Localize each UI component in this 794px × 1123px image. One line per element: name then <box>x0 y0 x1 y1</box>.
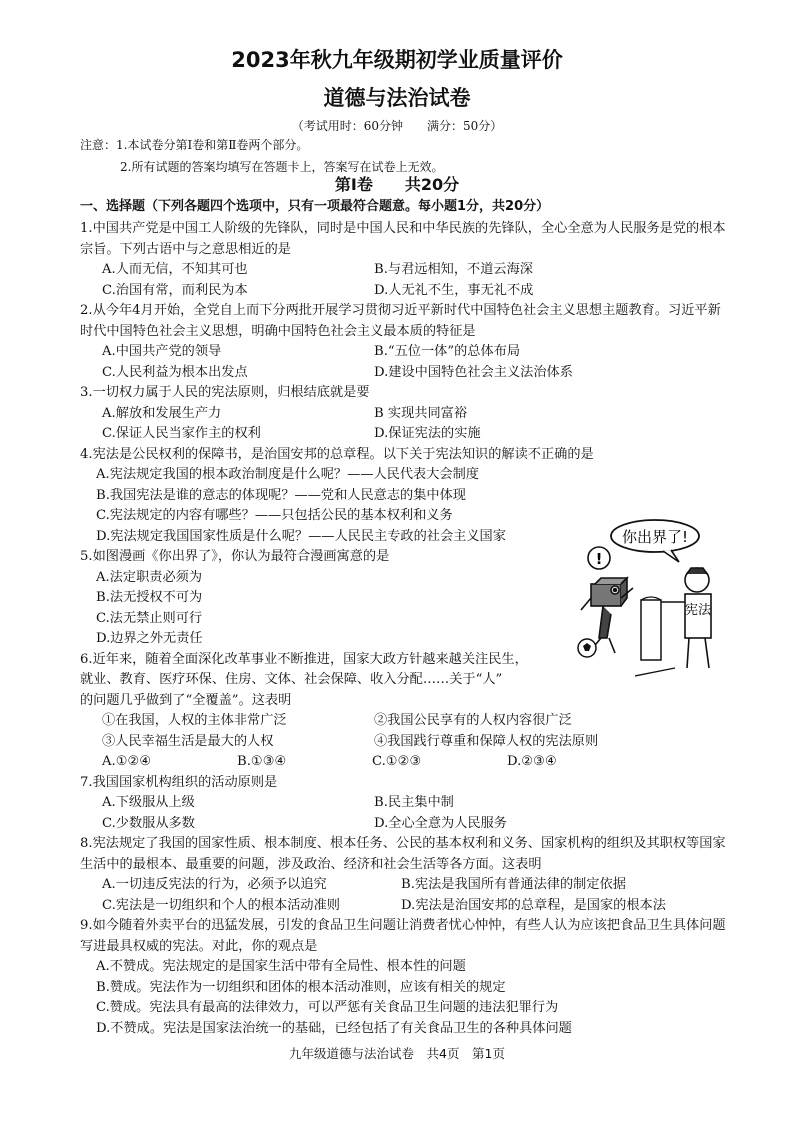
question-stem: 9.如今随着外卖平台的迅猛发展，引发的食品卫生问题让消费者忧心忡忡，有些人认为应该把食品卫生具体问题写进最具权威的宪法。对此，你的观点是 <box>80 918 726 954</box>
option-row <box>80 363 730 384</box>
referee-figure <box>655 568 711 668</box>
option-c: C.宪法是一切组织和个人的根本活动准则 <box>102 897 340 913</box>
statement-4: ④我国践行尊重和保障人权的宪法原则 <box>374 733 599 749</box>
option-d: D.建设中国特色社会主义法治体系 <box>374 364 573 380</box>
option-b: B.①③④ <box>237 754 287 769</box>
boundary-line <box>635 668 675 676</box>
option-b: B.“五位一体”的总体布局 <box>374 344 521 359</box>
question-stem: 8.宪法规定了我国的国家性质、根本制度、根本任务、公民的基本权利和义务、国家机构的组织及其职权等国家生活中的最根本、最重要的问题，涉及政治、经济和社会生活等各方面。这表明 <box>80 836 726 872</box>
option-b: B.法无授权不可为 <box>96 590 203 605</box>
question-stem: 2.从今年4月开始，全党自上而下分两批开展学习贯彻习近平新时代中国特色社会主义思想主题教育。习近平新时代中国特色社会主义思想，明确中国特色社会主义最本质的特征是 <box>80 303 721 339</box>
statement-row <box>80 732 730 753</box>
option-b: B.宪法是我国所有普通法律的制定依据 <box>401 877 626 892</box>
option-b: B.与君远相知，不道云海深 <box>374 262 533 277</box>
question-stem-line: 的问题几乎做到了“全覆盖”。这表明 <box>80 692 292 708</box>
option-a: A.宪法规定我国的根本政治制度是什么呢？——人民代表大会制度 <box>96 467 479 482</box>
question-stem: 4.宪法是公民权利的保障书，是治国安邦的总章程。以下关于宪法知识的解读不正确的是 <box>80 446 594 462</box>
option-row <box>80 752 730 773</box>
option-a: A.法定职责必须为 <box>96 569 203 585</box>
option-row <box>80 896 730 917</box>
option-b: B.民主集中制 <box>374 795 454 810</box>
option-a: A.①②④ <box>102 754 152 769</box>
question-9 <box>80 916 730 1039</box>
option-a: A.解放和发展生产力 <box>102 405 222 421</box>
exam-subject: 道德与法治试卷 <box>323 86 471 110</box>
cartoon-illustration <box>575 518 725 683</box>
exam-title: 2023年秋九年级期初学业质量评价 <box>231 48 563 72</box>
option-b: B 实现共同富裕 <box>374 405 468 421</box>
exam-notes <box>80 134 443 178</box>
speech-bubble <box>611 520 699 562</box>
constitution-sign: 宪法 <box>684 603 712 618</box>
statement-3: ③人民幸福生活是最大的人权 <box>102 733 274 749</box>
option-b: B.我国宪法是谁的意志的体现呢？——党和人民意志的集中体现 <box>96 487 466 503</box>
question-stem: 3.一切权力属于人民的宪法原则，归根结底就是要 <box>80 385 370 400</box>
question-1 <box>80 219 730 301</box>
statement-1: ①在我国，人权的主体非常广泛 <box>102 713 287 728</box>
option-b: B.赞成。宪法作为一切组织和团体的根本活动准则，应该有相关的规定 <box>96 979 506 995</box>
option-a: A.中国共产党的领导 <box>102 344 222 359</box>
option-c: C.宪法规定的内容有哪些？——只包括公民的基本权利和义务 <box>96 508 453 523</box>
option-row <box>80 404 730 425</box>
option-row <box>80 342 730 363</box>
option-c: C.少数服从多数 <box>102 815 195 831</box>
option-d: D.②③④ <box>507 754 557 769</box>
scroll-document <box>641 597 661 660</box>
option-d: D.宪法规定我国国家性质是什么呢？——人民民主专政的社会主义国家 <box>96 528 506 544</box>
option-c: C.治国有常，而利民为本 <box>102 282 248 298</box>
exclaim-mark: ! <box>595 550 603 568</box>
option-a: A.人而无信，不知其可也 <box>102 262 248 277</box>
option-d: D.宪法是治国安邦的总章程，是国家的根本法 <box>401 897 666 913</box>
option-a: A.一切违反宪法的行为，必须予以追究 <box>102 877 327 892</box>
question-stem: 7.我国国家机构组织的活动原则是 <box>80 774 278 790</box>
option-c: C.①②③ <box>372 754 422 769</box>
question-stem-line: 6.近年来，随着全面深化改革事业不断推进，国家大政方针越来越关注民生， <box>80 651 528 667</box>
option-c: C.赞成。宪法具有最高的法律效力，可以严惩有关食品卫生问题的违法犯罪行为 <box>96 1000 559 1015</box>
question-7 <box>80 773 730 835</box>
statement-2: ②我国公民享有的人权内容很广泛 <box>374 713 572 728</box>
option-d: D.全心全意为人民服务 <box>374 815 507 831</box>
exclamation-bubble <box>588 547 610 569</box>
question-3 <box>80 383 730 445</box>
question-stem: 1.中国共产党是中国工人阶级的先锋队，同时是中国人民和中华民族的先锋队，全心全意为人民服务是党的根本宗旨。下列古语中与之意思相近的是 <box>80 221 726 257</box>
question-2 <box>80 301 730 383</box>
question-8 <box>80 834 730 916</box>
note-2: 2.所有试题的答案均填写在答题卡上，答案写在试卷上无效。 <box>120 160 444 174</box>
option-row <box>80 814 730 835</box>
option-row <box>80 875 730 896</box>
option-row <box>80 793 730 814</box>
option-c: C.法无禁止则可行 <box>96 610 203 626</box>
option-d: D.不赞成。宪法是国家法治统一的基础，已经包括了有关食品卫生的各种具体问题 <box>96 1020 572 1036</box>
note-1: 注意：1.本试卷分第Ⅰ卷和第Ⅱ卷两个部分。 <box>80 138 309 152</box>
exam-duration-score: （考试用时：60分钟 满分：50分） <box>291 119 503 133</box>
section-heading: 第Ⅰ卷 共20分 <box>334 175 460 194</box>
option-row <box>80 281 730 302</box>
option-d: D.保证宪法的实施 <box>374 426 481 441</box>
ball-icon <box>578 639 596 657</box>
question-stem: 5.如图漫画《你出界了》，你认为最符合漫画寓意的是 <box>80 549 390 564</box>
option-c: C.人民利益为根本出发点 <box>102 364 248 380</box>
option-d: D.人无礼不生，事无礼不成 <box>374 282 534 298</box>
option-row <box>80 260 730 281</box>
part-title: 一、选择题（下列各题四个选项中，只有一项最符合题意。每小题1分，共20分） <box>80 199 550 214</box>
option-row <box>80 424 730 445</box>
page-footer: 九年级道德与法治试卷 共4页 第1页 <box>289 1046 505 1061</box>
speech-text: 你出界了! <box>621 528 689 546</box>
option-d: D.边界之外无责任 <box>96 631 203 646</box>
option-c: C.保证人民当家作主的权利 <box>102 426 261 441</box>
option-a: A.下级服从上级 <box>102 795 195 810</box>
option-a: A.不赞成。宪法规定的是国家生活中带有全局性、根本性的问题 <box>96 959 466 974</box>
statement-row <box>80 711 730 732</box>
question-stem-line: 就业、教育、医疗环保、住房、文体、社会保障、收入分配……关于“人” <box>80 672 503 687</box>
